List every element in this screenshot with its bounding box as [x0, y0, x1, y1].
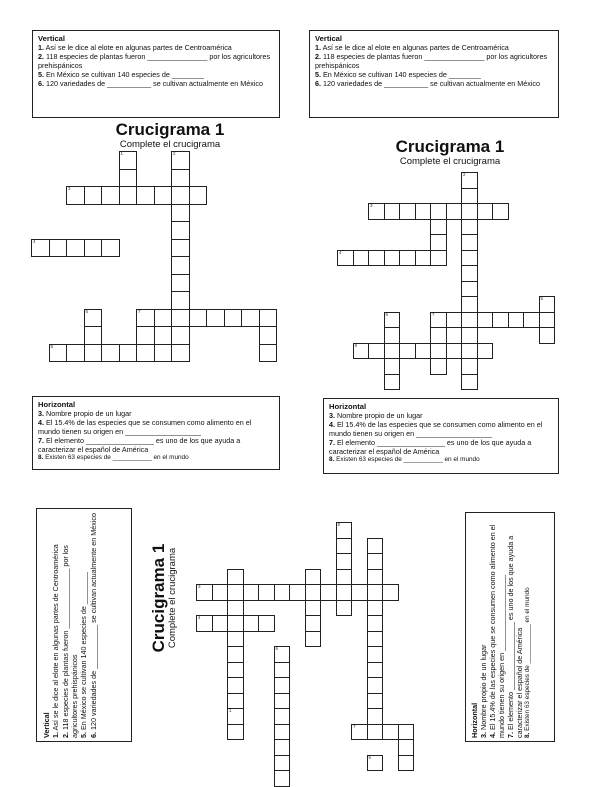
crossword-cell[interactable] [227, 677, 244, 694]
crossword-cell[interactable] [171, 256, 190, 275]
crossword-cell-number: 3 [68, 186, 71, 191]
horizontal-clue-8: 8. Existen 63 especies de ___________ en el mundo [524, 587, 531, 738]
crossword-cell[interactable] [508, 312, 525, 329]
vertical-clue-2: 2. 118 especies de plantas fueron _______________ por los agricultores prehispánicos [60, 545, 80, 738]
crossword-cell[interactable] [154, 309, 173, 328]
crossword-cell-number: 5 [540, 296, 544, 301]
crossword-cell-number: 1 [229, 708, 232, 713]
vertical-clue-6: 6. 120 variedades de ___________ se cultivan actualmente en México [315, 79, 540, 89]
crossword-cell[interactable] [227, 693, 244, 710]
crossword-cell[interactable] [206, 309, 225, 328]
crossword-cell[interactable] [66, 344, 85, 363]
crossword-cell[interactable] [384, 203, 401, 220]
crossword-cell-number: 7 [138, 308, 141, 314]
crossword-cell[interactable] [367, 584, 384, 601]
crossword-cell[interactable] [305, 631, 322, 648]
horizontal-clues-box-left [32, 396, 280, 470]
crossword-cell-number: 7 [353, 723, 356, 729]
crossword-cell[interactable] [384, 250, 401, 267]
crossword-cell[interactable] [415, 250, 432, 267]
crossword-subtitle: Complete el crucigrama [399, 155, 501, 167]
crossword-cell[interactable] [399, 203, 416, 220]
crossword-cell[interactable] [101, 239, 120, 258]
crossword-cell[interactable] [227, 631, 244, 648]
crossword-cell[interactable] [336, 553, 353, 570]
crossword-cell[interactable] [241, 309, 260, 328]
crossword-cell[interactable] [84, 186, 103, 205]
crossword-cell[interactable] [258, 584, 275, 601]
crossword-cell[interactable] [368, 343, 385, 360]
crossword-cell[interactable] [274, 724, 291, 741]
crossword-cell-number: 1 [120, 151, 124, 156]
crossword-cell[interactable] [171, 221, 190, 240]
crossword-cell[interactable] [84, 326, 103, 345]
crossword-cell[interactable] [154, 344, 173, 363]
crossword-cell[interactable] [243, 584, 260, 601]
crossword-cell[interactable] [461, 312, 478, 329]
crossword-title-block-rotated [150, 518, 178, 678]
crossword-subtitle: Complete el crucigrama [119, 138, 221, 150]
crossword-cell[interactable] [227, 569, 244, 586]
vertical-header: Vertical [38, 34, 66, 43]
crossword-cell[interactable] [384, 374, 401, 391]
crossword-cell-number: 7 [432, 311, 435, 317]
crossword-cell[interactable] [336, 600, 353, 617]
crossword-cell[interactable] [49, 239, 68, 258]
crossword-cell[interactable] [367, 646, 384, 663]
vertical-clue-5: 5. En México se cultivan 140 especies de ________ [79, 572, 89, 738]
crossword-cell[interactable] [227, 600, 244, 617]
crossword-cell[interactable] [539, 327, 556, 344]
crossword-cell[interactable] [492, 203, 509, 220]
crossword-cell[interactable] [212, 584, 229, 601]
crossword-cell[interactable] [398, 739, 415, 756]
crossword-cell[interactable] [477, 312, 494, 329]
vertical-clue-6: 6. 120 variedades de ___________ se cultivan actualmente en México [38, 79, 263, 89]
crossword-cell[interactable] [243, 615, 260, 632]
crossword-cell[interactable] [259, 344, 278, 363]
horizontal-clue-4: 4. El 15.4% de las especies que se consumen como alimento en el mundo tienen su origen en ___________________ [329, 420, 543, 439]
crossword-cell[interactable] [430, 203, 447, 220]
horizontal-clues-rotated-text [470, 516, 532, 738]
crossword-title-block-left [80, 121, 260, 150]
crossword-cell[interactable] [305, 600, 322, 617]
crossword-cell[interactable] [461, 343, 478, 360]
crossword-cell[interactable] [367, 677, 384, 694]
crossword-title-block-right [360, 138, 540, 167]
vertical-clue-1: 1. Así se le dice al elote en algunas partes de Centroamérica [51, 544, 61, 738]
crossword-cell[interactable] [101, 344, 120, 363]
crossword-cell[interactable] [430, 343, 447, 360]
crossword-cell[interactable] [382, 724, 399, 741]
crossword-cell-number: 4 [33, 238, 36, 244]
crossword-cell[interactable] [305, 584, 322, 601]
crossword-title: Crucigrama 1 [395, 137, 505, 156]
crossword-cell[interactable] [367, 693, 384, 710]
crossword-cell[interactable] [274, 677, 291, 694]
vertical-clue-2: 2. 118 especies de plantas fueron _______________ por los agricultores prehispánicos [38, 52, 271, 71]
crossword-cell[interactable] [171, 309, 190, 328]
crossword-cell[interactable] [119, 186, 138, 205]
crossword-cell[interactable] [477, 203, 494, 220]
crossword-cell[interactable] [430, 327, 447, 344]
horizontal-clue-3: 3. Nombre propio de un lugar [479, 644, 488, 738]
crossword-cell[interactable] [415, 203, 432, 220]
crossword-cell[interactable] [399, 250, 416, 267]
crossword-subtitle: Complete el crucigrama [166, 547, 178, 649]
crossword-cell[interactable] [274, 755, 291, 772]
horizontal-header: Horizontal [470, 702, 479, 738]
crossword-cell[interactable] [336, 584, 353, 601]
crossword-cell[interactable] [446, 312, 463, 329]
crossword-cell[interactable] [119, 169, 138, 188]
crossword-cell[interactable] [136, 344, 155, 363]
crossword-cell[interactable] [320, 584, 337, 601]
vertical-clues-rotated-text [42, 512, 98, 738]
vertical-clues-box-top-left [32, 30, 280, 118]
crossword-cell[interactable] [119, 344, 138, 363]
crossword-cell[interactable] [399, 343, 416, 360]
vertical-clues-box-top-right [309, 30, 559, 118]
crossword-cell[interactable] [258, 615, 275, 632]
crossword-cell[interactable] [367, 662, 384, 679]
crossword-cell[interactable] [171, 291, 190, 310]
crossword-cell[interactable] [212, 615, 229, 632]
crossword-cell[interactable] [415, 343, 432, 360]
crossword-cell[interactable] [171, 274, 190, 293]
crossword-cell[interactable] [259, 326, 278, 345]
crossword-cell[interactable] [259, 309, 278, 328]
crossword-cell[interactable] [353, 250, 370, 267]
crossword-cell[interactable] [477, 343, 494, 360]
crossword-cell[interactable] [274, 662, 291, 679]
vertical-clue-6: 6. 120 variedades de ___________ se cultivan actualmente en México [88, 513, 98, 738]
crossword-cell[interactable] [274, 739, 291, 756]
crossword-cell[interactable] [461, 265, 478, 282]
crossword-cell[interactable] [539, 312, 556, 329]
crossword-cell[interactable] [367, 553, 384, 570]
crossword-cell[interactable] [367, 600, 384, 617]
crossword-cell[interactable] [274, 770, 291, 787]
crossword-cell[interactable] [430, 234, 447, 251]
crossword-cell-number: 8 [354, 342, 358, 348]
crossword-cell-number: 4 [339, 249, 342, 255]
horizontal-clue-3: 3. Nombre propio de un lugar [38, 409, 132, 419]
crossword-cell[interactable] [461, 188, 478, 205]
crossword-cell[interactable] [274, 708, 291, 725]
crossword-cell[interactable] [461, 374, 478, 391]
crossword-cell[interactable] [461, 281, 478, 298]
crossword-cell-number: 5 [368, 754, 372, 760]
crossword-cell[interactable] [398, 724, 415, 741]
crossword-cell[interactable] [446, 203, 463, 220]
crossword-cell-number: 2 [463, 172, 466, 177]
crossword-cell[interactable] [171, 326, 190, 345]
crossword-cell[interactable] [227, 615, 244, 632]
crossword-cell[interactable] [224, 309, 243, 328]
vertical-clue-1: 1. Así se le dice al elote en algunas partes de Centroamérica [315, 43, 509, 53]
crossword-cell[interactable] [367, 569, 384, 586]
horizontal-clue-8: 8. Existen 63 especies de ___________ en el mundo [38, 454, 189, 462]
crossword-cell[interactable] [384, 327, 401, 344]
vertical-header: Vertical [42, 712, 51, 738]
crossword-cell[interactable] [154, 186, 173, 205]
crossword-cell[interactable] [227, 662, 244, 679]
crossword-cell-number: 2 [173, 151, 176, 156]
crossword-cell[interactable] [171, 186, 190, 205]
crossword-cell[interactable] [189, 186, 208, 205]
crossword-cell-number: 6 [275, 646, 279, 651]
horizontal-clue-4: 4. El 15.4% de las especies que se consumen como alimento en el mundo tienen su origen en ___________________ [488, 524, 506, 738]
crossword-cell[interactable] [461, 296, 478, 313]
crossword-cell[interactable] [430, 250, 447, 267]
crossword-cell[interactable] [367, 631, 384, 648]
horizontal-header: Horizontal [329, 402, 367, 411]
crossword-cell[interactable] [367, 724, 384, 741]
crossword-cell-number: 8 [337, 522, 341, 527]
crossword-cell[interactable] [171, 169, 190, 188]
crossword-cell[interactable] [289, 584, 306, 601]
crossword-cell[interactable] [461, 250, 478, 267]
horizontal-clue-8: 8. Existen 63 especies de ___________ en el mundo [329, 456, 480, 464]
crossword-cell[interactable] [227, 724, 244, 741]
crossword-cell[interactable] [368, 250, 385, 267]
crossword-cell[interactable] [171, 204, 190, 223]
crossword-cell-number: 6 [385, 311, 389, 317]
crossword-cell-number: 3 [198, 584, 201, 589]
horizontal-clue-7: 7. El elemento _________________ es uno de los que ayuda a caracterizar el español de América [38, 436, 241, 455]
vertical-clue-1: 1. Así se le dice al elote en algunas partes de Centroamérica [38, 43, 232, 53]
crossword-cell[interactable] [336, 569, 353, 586]
crossword-cell-number: 4 [198, 615, 201, 620]
crossword-cell[interactable] [461, 358, 478, 375]
crossword-cell-number: 3 [370, 203, 373, 208]
crossword-title: Crucigrama 1 [149, 543, 168, 653]
horizontal-header: Horizontal [38, 400, 76, 409]
crossword-cell[interactable] [461, 219, 478, 236]
crossword-cell[interactable] [367, 708, 384, 725]
horizontal-clue-3: 3. Nombre propio de un lugar [329, 411, 423, 421]
crossword-cell[interactable] [84, 239, 103, 258]
crossword-cell[interactable] [305, 615, 322, 632]
crossword-cell[interactable] [430, 219, 447, 236]
crossword-cell[interactable] [136, 326, 155, 345]
crossword-cell[interactable] [384, 358, 401, 375]
crossword-cell[interactable] [461, 203, 478, 220]
crossword-cell[interactable] [171, 239, 190, 258]
horizontal-clues-box-right [323, 398, 559, 474]
crossword-cell[interactable] [227, 646, 244, 663]
crossword-cell[interactable] [367, 615, 384, 632]
crossword-cell[interactable] [430, 358, 447, 375]
crossword-cell[interactable] [227, 584, 244, 601]
vertical-clue-5: 5. En México se cultivan 140 especies de ________ [315, 70, 481, 80]
crossword-cell-number: 8 [50, 343, 54, 349]
crossword-cell[interactable] [382, 584, 399, 601]
crossword-title: Crucigrama 1 [115, 120, 225, 139]
crossword-cell[interactable] [189, 309, 208, 328]
horizontal-clue-4: 4. El 15.4% de las especies que se consumen como alimento en el mundo tienen su origen en ___________________ [38, 418, 252, 437]
crossword-cell[interactable] [461, 327, 478, 344]
crossword-cell[interactable] [523, 312, 540, 329]
crossword-cell[interactable] [274, 584, 291, 601]
crossword-cell[interactable] [336, 538, 353, 555]
crossword-cell[interactable] [384, 343, 401, 360]
crossword-cell[interactable] [101, 186, 120, 205]
horizontal-clue-7: 7. El elemento _________________ es uno de los que ayuda a caracterizar el español de América [329, 438, 532, 457]
crossword-cell[interactable] [367, 538, 384, 555]
crossword-cell[interactable] [446, 343, 463, 360]
vertical-header: Vertical [315, 34, 343, 43]
crossword-cell[interactable] [274, 693, 291, 710]
crossword-cell[interactable] [84, 344, 103, 363]
horizontal-clue-7: 7. El elemento _________________ es uno de los que ayuda a caracterizar el español de América [506, 535, 524, 738]
vertical-clue-5: 5. En México se cultivan 140 especies de ________ [38, 70, 204, 80]
crossword-cell[interactable] [171, 344, 190, 363]
crossword-cell[interactable] [66, 239, 85, 258]
crossword-cell[interactable] [461, 234, 478, 251]
crossword-cell-number: 6 [85, 308, 89, 314]
crossword-cell[interactable] [492, 312, 509, 329]
crossword-cell[interactable] [351, 584, 368, 601]
vertical-clue-2: 2. 118 especies de plantas fueron _______________ por los agricultores prehispánicos [315, 52, 548, 71]
crossword-cell[interactable] [398, 755, 415, 772]
crossword-cell[interactable] [136, 186, 155, 205]
crossword-cell[interactable] [305, 569, 322, 586]
